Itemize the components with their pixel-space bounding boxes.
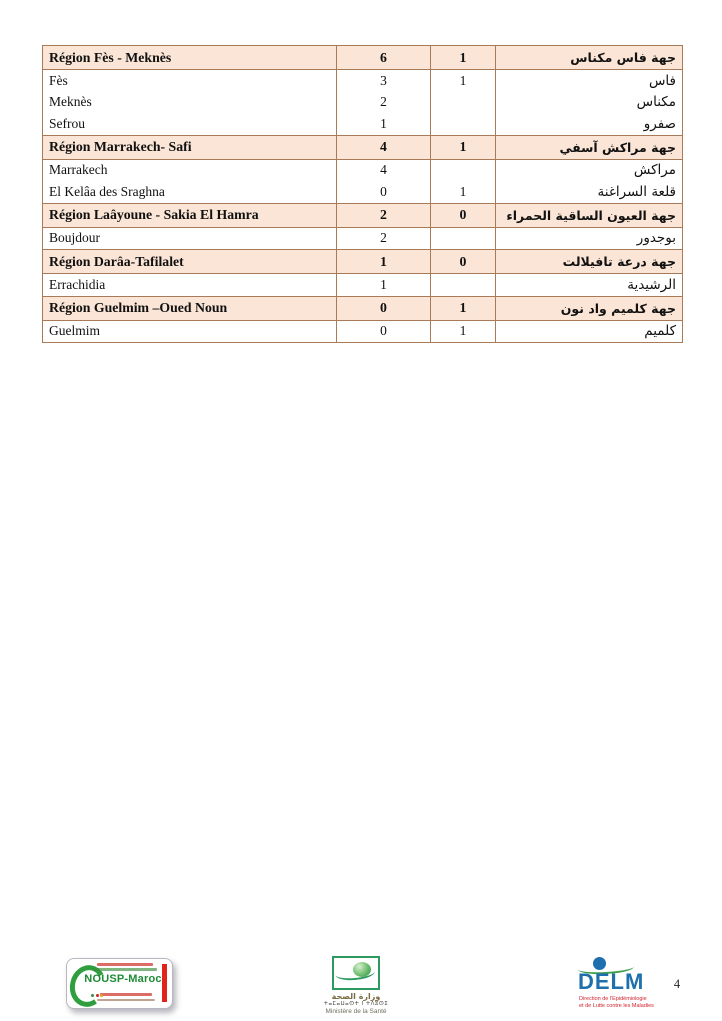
ministry-emblem-icon — [332, 956, 380, 990]
nousp-french-microtext — [93, 968, 157, 971]
cell-ar: كلميم — [496, 320, 683, 343]
ministry-name-french: Ministère de la Santé — [325, 1008, 387, 1015]
cell-deaths — [431, 92, 496, 114]
cell-fr: Fès — [43, 70, 337, 92]
cell-deaths: 1 — [431, 46, 496, 70]
cell-ar: جهة درعة تافيلالت — [496, 250, 683, 274]
region-row — [43, 203, 683, 227]
province-row — [43, 227, 683, 250]
cell-fr: Meknès — [43, 92, 337, 114]
province-row — [43, 113, 683, 135]
cell-deaths — [431, 227, 496, 250]
cell-fr: Sefrou — [43, 113, 337, 135]
cell-cases: 4 — [337, 135, 431, 159]
cell-ar: جهة كلميم واد نون — [496, 296, 683, 320]
region-row — [43, 135, 683, 159]
province-row — [43, 70, 683, 92]
cell-deaths — [431, 274, 496, 297]
province-row — [43, 92, 683, 114]
cases-table-body — [43, 46, 683, 343]
nousp-bottom-microtext-2 — [97, 999, 155, 1002]
delm-subtitle — [579, 996, 667, 1009]
province-row — [43, 274, 683, 297]
cell-fr: Région Guelmim –Oued Noun — [43, 296, 337, 320]
delm-subtitle-line2: et de Lutte contre les Maladies — [579, 1002, 654, 1009]
cell-deaths: 1 — [431, 320, 496, 343]
cell-deaths: 1 — [431, 135, 496, 159]
cell-fr: Région Marrakech- Safi — [43, 135, 337, 159]
cell-cases: 1 — [337, 274, 431, 297]
cases-by-region-table — [42, 45, 683, 343]
cell-ar: صفرو — [496, 113, 683, 135]
region-row — [43, 250, 683, 274]
cell-fr: Guelmim — [43, 320, 337, 343]
cell-ar: قلعة السراغنة — [496, 181, 683, 203]
cell-ar: جهة العيون الساقية الحمراء — [496, 203, 683, 227]
cell-cases: 0 — [337, 320, 431, 343]
cell-fr: Région Laâyoune - Sakia El Hamra — [43, 203, 337, 227]
province-row — [43, 320, 683, 343]
cell-cases: 0 — [337, 296, 431, 320]
cell-ar: مكناس — [496, 92, 683, 114]
cell-cases: 6 — [337, 46, 431, 70]
cell-fr: Boujdour — [43, 227, 337, 250]
cell-cases: 1 — [337, 113, 431, 135]
cell-fr: Région Darâa-Tafilalet — [43, 250, 337, 274]
cell-cases: 2 — [337, 227, 431, 250]
cell-cases: 3 — [337, 70, 431, 92]
cell-deaths: 1 — [431, 296, 496, 320]
delm-subtitle-line1: Direction de l'Epidémiologie — [579, 996, 647, 1002]
nousp-arabic-microtext — [97, 963, 153, 966]
cell-cases: 2 — [337, 92, 431, 114]
nousp-title: NOUSP-Maroc — [84, 973, 162, 985]
cell-deaths — [431, 159, 496, 181]
ministry-globe-icon — [353, 962, 371, 977]
cell-cases: 1 — [337, 250, 431, 274]
ministry-of-health-logo — [316, 956, 396, 1016]
ministry-name-arabic: وزارة الصحة — [331, 992, 381, 1001]
ministry-name-tifinagh: ⵜⴰⵎⴰⵡⴰⵙⵜ ⵏ ⵜⴷⵓⵙⵉ — [323, 1001, 389, 1007]
cell-fr: Région Fès - Meknès — [43, 46, 337, 70]
cell-ar: جهة مراكش آسفي — [496, 135, 683, 159]
nousp-maroc-logo — [66, 958, 173, 1009]
cell-deaths: 1 — [431, 181, 496, 203]
cell-fr: El Kelâa des Sraghna — [43, 181, 337, 203]
cell-fr: Marrakech — [43, 159, 337, 181]
cell-deaths — [431, 113, 496, 135]
cell-deaths: 0 — [431, 203, 496, 227]
cell-ar: جهة فاس مكناس — [496, 46, 683, 70]
cell-cases: 4 — [337, 159, 431, 181]
cell-ar: فاس — [496, 70, 683, 92]
region-row — [43, 46, 683, 70]
cell-deaths: 0 — [431, 250, 496, 274]
region-row — [43, 296, 683, 320]
delm-logo — [578, 956, 668, 1010]
cell-ar: الرشيدية — [496, 274, 683, 297]
province-row — [43, 159, 683, 181]
nousp-bottom-microtext — [100, 993, 152, 996]
cell-ar: بوجدور — [496, 227, 683, 250]
cell-ar: مراكش — [496, 159, 683, 181]
delm-title: DELM — [578, 969, 645, 994]
cell-fr: Errachidia — [43, 274, 337, 297]
nousp-dots — [91, 994, 103, 997]
page-number: 4 — [673, 977, 681, 991]
cell-deaths: 1 — [431, 70, 496, 92]
cell-cases: 2 — [337, 203, 431, 227]
cell-cases: 0 — [337, 181, 431, 203]
province-row — [43, 181, 683, 203]
